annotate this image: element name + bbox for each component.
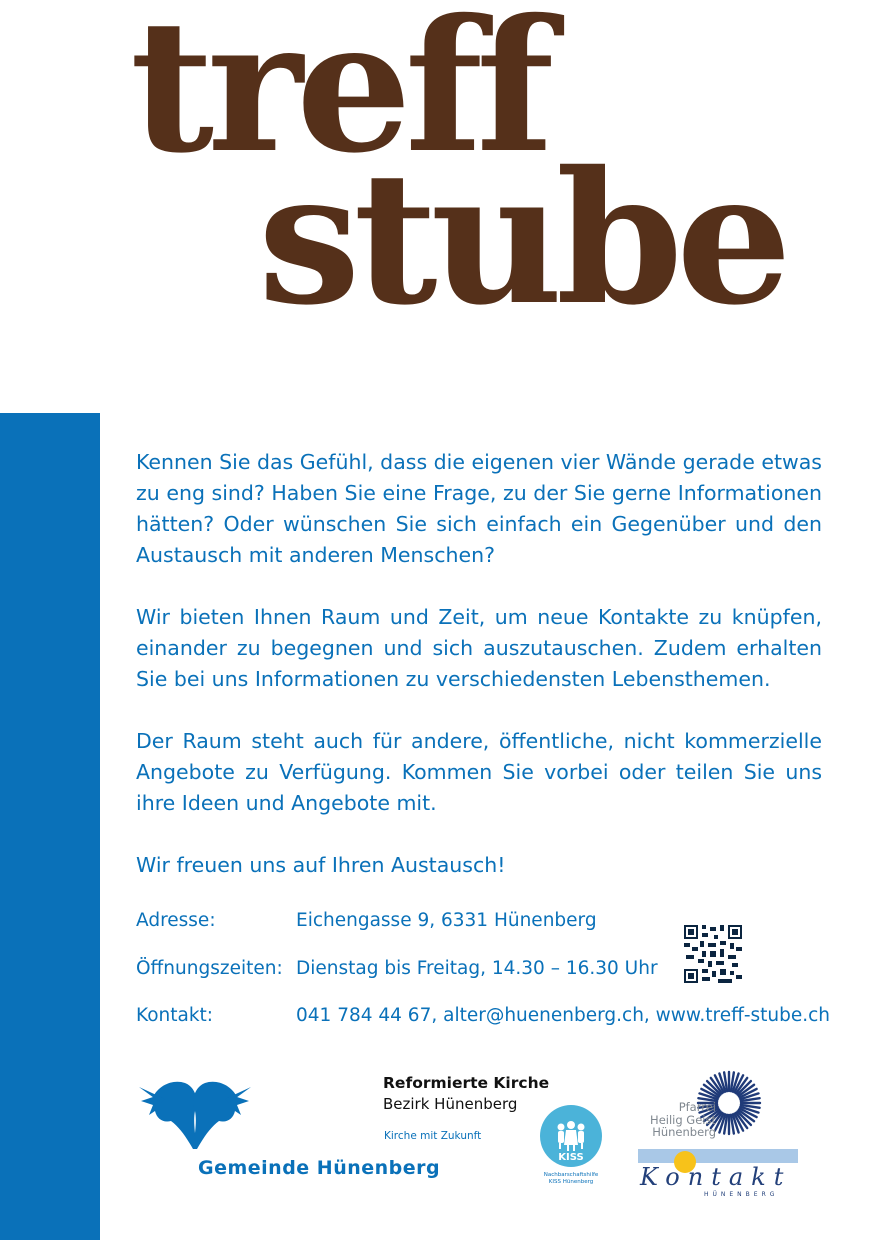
contact-label: Kontakt: xyxy=(136,1005,214,1026)
pfarrei-line-1: Pfarrei xyxy=(678,1100,716,1114)
title-line-stube: stube xyxy=(258,131,785,345)
qr-code-icon[interactable] xyxy=(684,925,742,983)
reformiert-title: Reformierte Kirche xyxy=(383,1074,550,1092)
pfarrei-line-3: Hünenberg xyxy=(652,1125,716,1139)
kontakt-logo-text: Kontakt xyxy=(640,1163,792,1191)
paragraph-3: Der Raum steht auch für andere, öffentliche, nicht kommerzielle Angebote zu Verfügung. Kommen Sie vorbei oder teilen Sie uns ihre Ideen und Angebote mit. xyxy=(136,729,822,815)
address-value: Eichengasse 9, 6331 Hünenberg xyxy=(296,910,597,931)
reformiert-subtitle: Bezirk Hünenberg xyxy=(383,1095,518,1113)
hours-value: Dienstag bis Freitag, 14.30 – 16.30 Uhr xyxy=(296,958,658,979)
reformiert-slogan: Kirche mit Zukunft xyxy=(384,1130,482,1142)
paragraph-2: Wir bieten Ihnen Raum und Zeit, um neue Kontakte zu knüpfen, einander zu begegnen und sich auszutauschen. Zudem erhalten Sie bei uns Informationen zu verschiedensten Lebensthemen. xyxy=(136,605,822,691)
paragraph-4: Wir freuen uns auf Ihren Austausch! xyxy=(136,853,506,877)
kontakt-logo-bar xyxy=(638,1149,798,1163)
gemeinde-logo-text: Gemeinde Hünenberg xyxy=(198,1157,441,1179)
hours-label: Öffnungszeiten: xyxy=(136,958,283,979)
pfarrei-logo-text xyxy=(620,1101,716,1139)
title-line-treff: treff xyxy=(130,0,548,193)
paragraph-1: Kennen Sie das Gefühl, dass die eigenen vier Wände gerade etwas zu eng sind? Haben Sie eine Frage, zu der Sie gerne Informationen hätten? Oder wünschen Sie sich einfach ein Gegenüber und den Austausch mit anderen Menschen? xyxy=(136,450,822,567)
page-title xyxy=(130,0,785,345)
kiss-logo-icon xyxy=(540,1105,602,1167)
contact-value[interactable]: 041 784 44 67, alter@huenenberg.ch, www.treff-stube.ch xyxy=(296,1005,831,1026)
blue-side-bar xyxy=(0,413,100,1240)
kontakt-logo-subtext: HÜNENBERG xyxy=(704,1191,779,1198)
unicorn-crest-icon xyxy=(135,1075,255,1151)
pfarrei-line-2: Heilig Geist xyxy=(650,1112,716,1127)
kiss-caption: Nachbarschaftshilfe KISS Hünenberg xyxy=(543,1172,599,1185)
address-label: Adresse: xyxy=(136,910,216,931)
kiss-logo-word: KISS xyxy=(558,1152,584,1163)
intro-text xyxy=(136,447,822,912)
